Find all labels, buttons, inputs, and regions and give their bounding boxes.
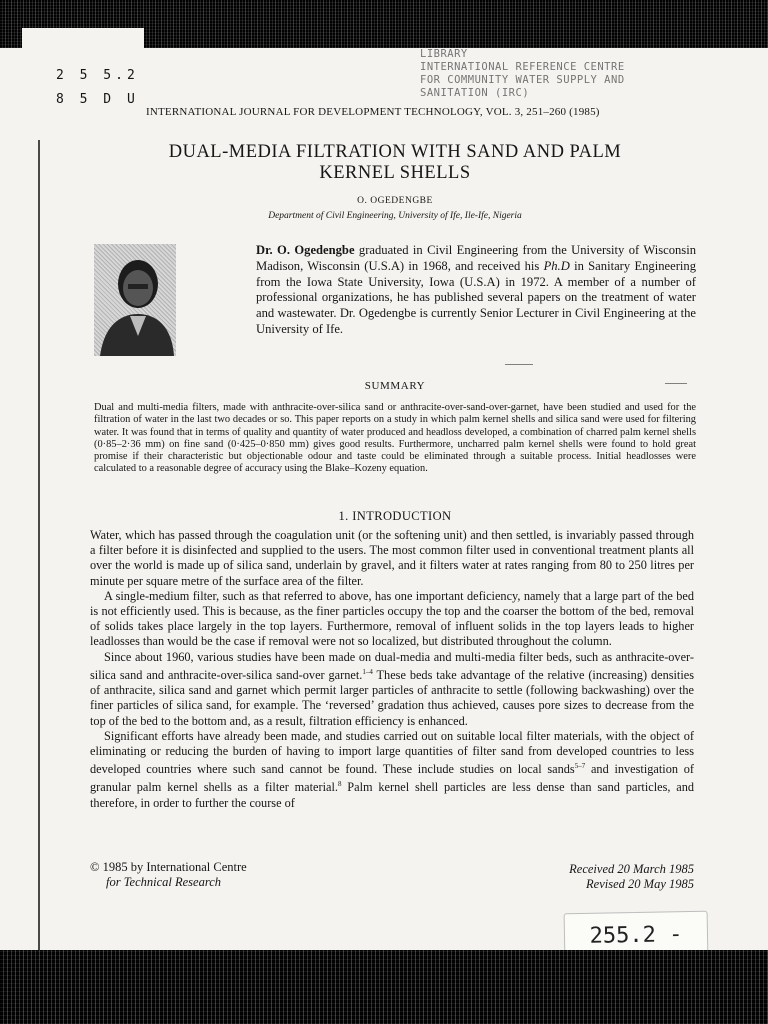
paragraph: Water, which has passed through the coagulation unit (or the softening unit) and then settled, is invariably passed through a filter before it is disinfected and supplied to the users. The most common filter used in conventional treatment plants all over the world is made up of silica sand, underlain by gravel, and it filters water at rates ranging from 80 to 250 litres per minute per square metre of the surface area of the filter. [90, 528, 694, 588]
scan-noise-bottom [0, 950, 768, 1024]
summary-text: Dual and multi-media filters, made with anthracite-over-silica sand or anthracite-over-sand-over-garnet, have been studied and used for the filtration of water in the last two decades or so. This paper reports on a study in which palm kernel shells and silica sand were used for filtering water. It was found that in terms of quality and quantity of water produced and headloss developed, a combination of charred palm kernel shells (0·85–2·36 mm) on fine sand (0·425–0·850 mm) gives good results. Furthermore, uncharred palm kernel shells were found to hold great promise if their characteristic but objectionable odour and taste could be eliminated through a suitable process. Initial headlosses were calculated to a reasonable degree of accuracy using the Blake–Kozeny equation. [94, 402, 696, 475]
paragraph-text: These beds take advantage of the relative (increasing) densities of anthracite, silica sand and garnet which permit larger particles of anthracite to settle (following backwashing) over the finer particles of silica sand, for example. The ‘reversed’ gradation thus achieved, causes pore sizes to decrease from the top of the bed to the bottom and, as a result, filtration efficiency is enhanced. [90, 667, 694, 728]
copyright-line: for Technical Research [106, 875, 222, 889]
bio-text: in Sanitary Engineering from the Iowa State University, Iowa (U.S.A) in 1972. A member of a number of professional organizations, he has published several papers on the treatment of water and wastewater. Dr. Ogedengbe is currently Senior Lecturer in Civil Engineering at the University of Ife. [256, 258, 696, 336]
journal-header: INTERNATIONAL JOURNAL FOR DEVELOPMENT TECHNOLOGY, VOL. 3, 251–260 (1985) [146, 106, 600, 118]
paragraph-text: Since about 1960, various studies have been made on dual-media and multi-media filter beds, such as anthracite-over-silica sand and anthracite-over-silica sand-over garnet. [90, 649, 694, 682]
paragraph-text: and investigation of granular palm kernel shells as a filter material. [90, 762, 694, 795]
title-line: KERNEL SHELLS [319, 163, 471, 183]
author-affiliation: Department of Civil Engineering, University of Ife, Ile-Ife, Nigeria [268, 211, 522, 221]
summary-heading: SUMMARY [364, 380, 426, 392]
author-photo [94, 244, 176, 356]
citation: 5–7 [574, 762, 586, 771]
paragraph-text: Palm kernel shell particles are less dense than sand particles, and therefore, in order to further the course of [90, 780, 695, 810]
citation: 1–4 [362, 667, 373, 676]
received-dates [520, 862, 694, 892]
paragraph: A single-medium filter, such as that referred to above, has one important deficiency, namely that a large part of the bed is not efficiently used. This is because, as the finer particles occupy the top and the coarser the bottom of the bed, removal of solids takes place largely in the top layers. Furthermore, removal of influent solids in the top layers leads to higher leadlosses than would be the case if removal were not so localized, but distributed throughout the column. [90, 588, 694, 649]
title-line: DUAL-MEDIA FILTRATION WITH SAND AND PALM [168, 142, 622, 162]
scan-margin-patch [22, 28, 144, 48]
stamp-line: LIBRARY [420, 48, 468, 60]
paragraph-text: Significant efforts have already been made, and studies carried out on suitable local filter materials, with the object of eliminating or reducing the burden of having to import large quantities of filter sand from developed countries to less developed countries where such sand cannot be found. These include studies on local sands [90, 728, 694, 777]
page-binding-edge [38, 140, 40, 955]
library-stamp [420, 48, 690, 100]
citation: 8 [337, 780, 342, 789]
stamp-line: INTERNATIONAL REFERENCE CENTRE [420, 61, 625, 73]
scan-mark [505, 364, 533, 365]
author-portrait-icon [94, 244, 176, 356]
bio-text: graduated in Civil Engineering from the University of Wisconsin Madison, Wisconsin (U.S.A) in 1968, and received his [256, 243, 696, 273]
copyright-line: © 1985 by International Centre [90, 860, 247, 874]
revised-date: Revised 20 May 1985 [586, 877, 694, 891]
paragraph [90, 729, 694, 811]
received-date: Received 20 March 1985 [569, 862, 694, 876]
article-title [100, 142, 690, 184]
bio-name: Dr. O. Ogedengbe [256, 243, 355, 257]
copyright-notice [90, 860, 247, 890]
introduction-heading: 1. INTRODUCTION [338, 509, 452, 523]
author-name: O. OGEDENGBE [357, 196, 433, 206]
introduction-body [90, 528, 694, 811]
stamp-line: SANITATION (IRC) [420, 87, 530, 99]
stamp-line: FOR COMMUNITY WATER SUPPLY AND [420, 74, 625, 86]
author-biography [256, 243, 696, 338]
paragraph [90, 650, 694, 729]
handwritten-code: 255.2 - [564, 911, 709, 962]
bio-degree: Ph.D [543, 258, 570, 273]
classification-number-2: 8 5 D U [56, 92, 139, 107]
classification-number-1: 2 5 5.2 [56, 68, 139, 83]
